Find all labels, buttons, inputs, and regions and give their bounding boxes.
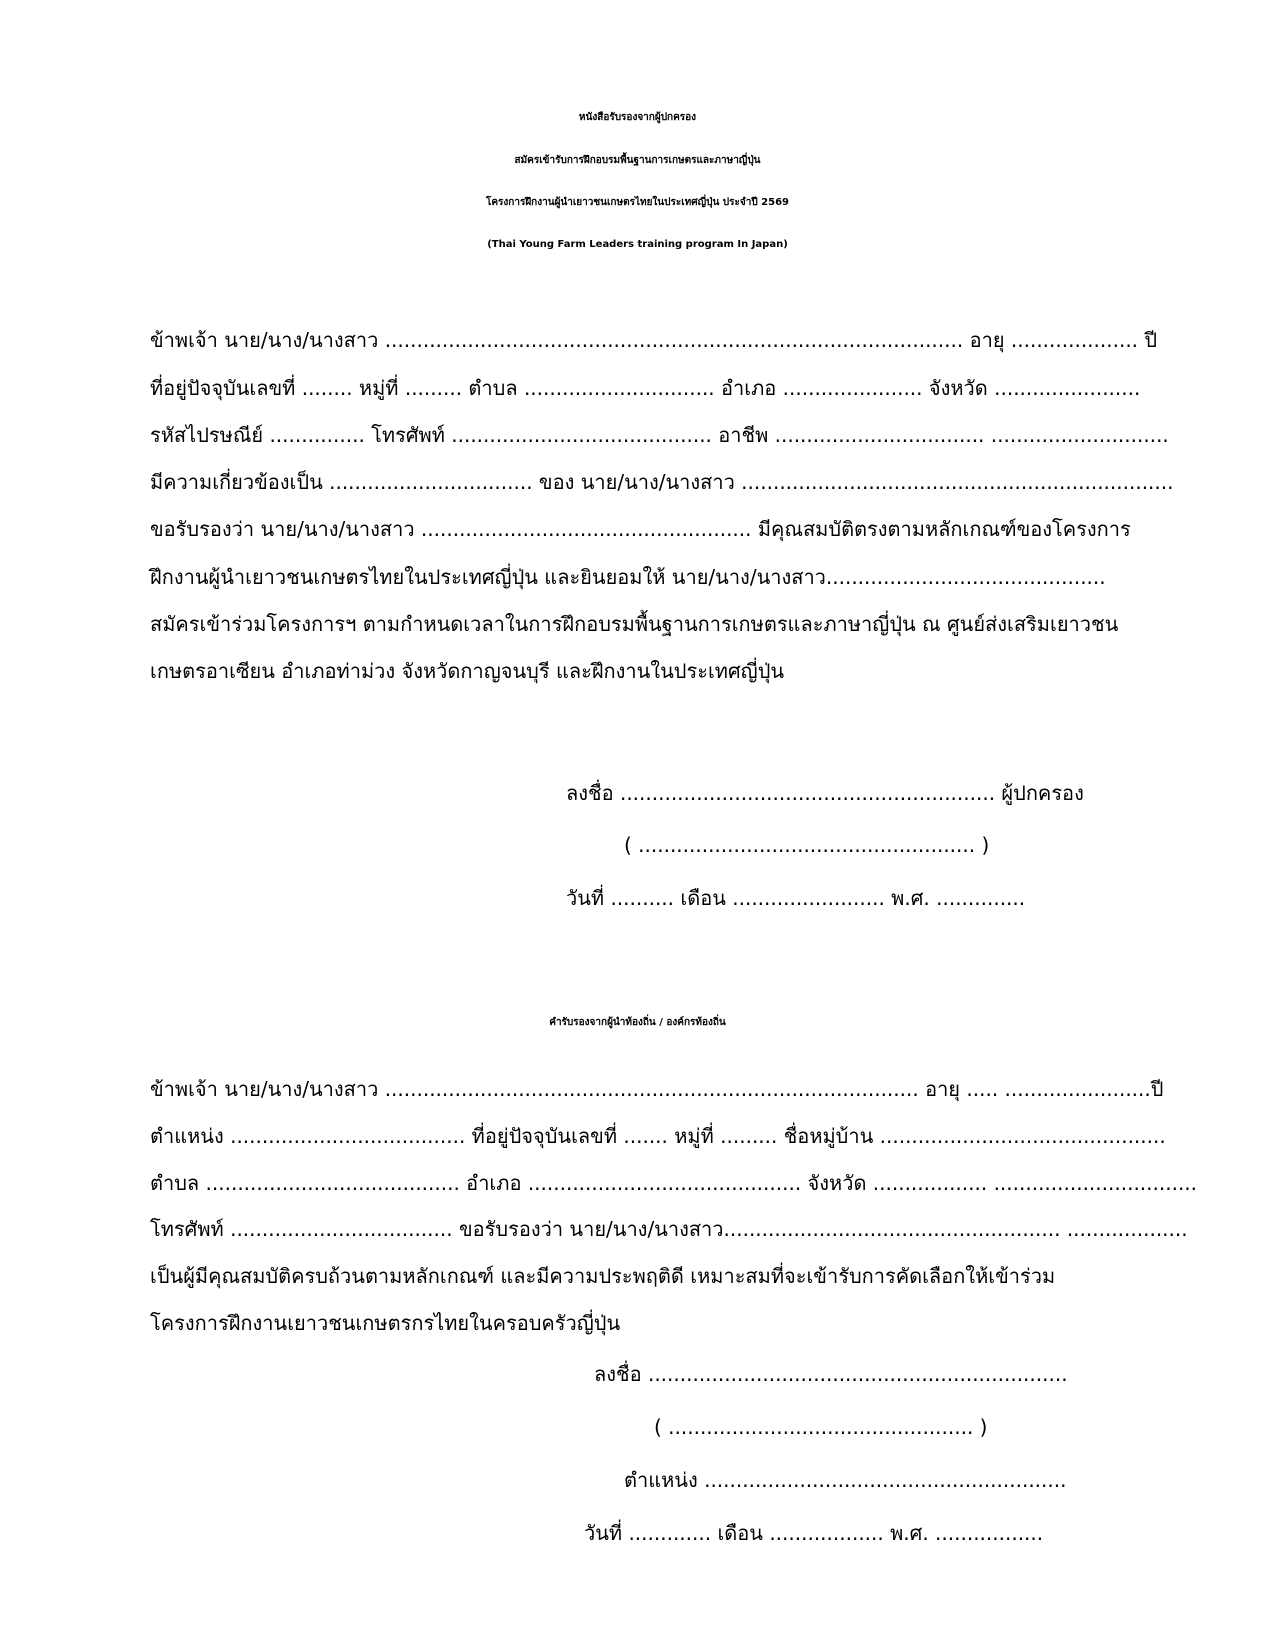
doc-title: หนังสือรับรองจากผู้ปกครอง: [578, 112, 697, 123]
s2-line-phone-certify: โทรศัพท์ ................................... ขอรับรองว่า นาย/นาง/นางสาว..................................................... ...................: [150, 1217, 1188, 1241]
doc-subtitle-english: (Thai Young Farm Leaders training program In Japan): [487, 239, 788, 250]
s2-line-position-address: ตำแหน่ง ..................................... ที่อยู่ปัจจุบันเลขที่ ....... หมู่ที่ ......... ชื่อหมู่บ้าน .............................................: [150, 1124, 1166, 1148]
s2-signature-name: ( ................................................ ): [654, 1415, 988, 1439]
s1-signature-line: ลงชื่อ ........................................................... ผู้ปกครอง: [566, 781, 1084, 805]
s1-line-name-age: ข้าพเจ้า นาย/นาง/นางสาว ........................................................................................... อายุ .................... ปี: [150, 328, 1158, 352]
doc-subtitle-2: โครงการฝึกงานผู้นำเยาวชนเกษตรไทยในประเทศญี่ปุ่น ประจำปี 2569: [485, 197, 790, 208]
s1-line-certify: ขอรับรองว่า นาย/นาง/นางสาว .................................................... มีคุณสมบัติตรงตามหลักเกณฑ์ของโครงการ: [150, 517, 1131, 541]
s1-line-postal-phone: รหัสไปรษณีย์ ............... โทรศัพท์ ......................................... อาชีพ ................................. ............................: [150, 423, 1169, 447]
s2-line-district: ตำบล ........................................ อำเภอ ........................................... จังหวัด .................. ................................: [150, 1171, 1198, 1195]
s1-line-address: ที่อยู่ปัจจุบันเลขที่ ........ หมู่ที่ ......... ตำบล .............................. อำเภอ ...................... จังหวัด .......................: [150, 376, 1141, 400]
s2-signature-position: ตำแหน่ง .........................................................: [624, 1468, 1067, 1492]
s2-signature-date: วันที่ ............. เดือน .................. พ.ศ. .................: [584, 1521, 1044, 1545]
s1-line-location: เกษตรอาเซียน อำเภอท่าม่วง จังหวัดกาญจนบุรี และฝึกงานในประเทศญี่ปุ่น: [150, 659, 785, 683]
s1-line-relation: มีความเกี่ยวข้องเป็น ................................ ของ นาย/นาง/นางสาว ....................................................................: [150, 470, 1174, 494]
s1-signature-date: วันที่ .......... เดือน ........................ พ.ศ. ..............: [566, 886, 1026, 910]
s2-line-name-age: ข้าพเจ้า นาย/นาง/นางสาว .................................................................................... อายุ ..... .......................ปี: [150, 1077, 1164, 1101]
s2-title: คำรับรองจากผู้นำท้องถิ่น / องค์กรท้องถิ่น: [549, 1017, 726, 1028]
doc-subtitle-1: สมัครเข้ารับการฝึกอบรมพื้นฐานการเกษตรและภาษาญี่ปุ่น: [514, 155, 761, 166]
s1-line-apply: สมัครเข้าร่วมโครงการฯ ตามกำหนดเวลาในการฝึกอบรมพื้นฐานการเกษตรและภาษาญี่ปุ่น ณ ศูนย์ส่งเสริมเยาวชน: [150, 612, 1119, 636]
s1-line-consent: ฝึกงานผู้นำเยาวชนเกษตรไทยในประเทศญี่ปุ่น และยินยอมให้ นาย/นาง/นางสาว............................................: [150, 565, 1106, 589]
s2-line-program: โครงการฝึกงานเยาวชนเกษตรกรไทยในครอบครัวญี่ปุ่น: [150, 1311, 621, 1335]
s2-line-qualified: เป็นผู้มีคุณสมบัติครบถ้วนตามหลักเกณฑ์ และมีความประพฤติดี เหมาะสมที่จะเข้ารับการคัดเลือกให้เข้าร่วม: [150, 1264, 1056, 1288]
s1-signature-name: ( ..................................................... ): [624, 833, 990, 857]
s2-signature-line: ลงชื่อ ..................................................................: [594, 1362, 1068, 1386]
